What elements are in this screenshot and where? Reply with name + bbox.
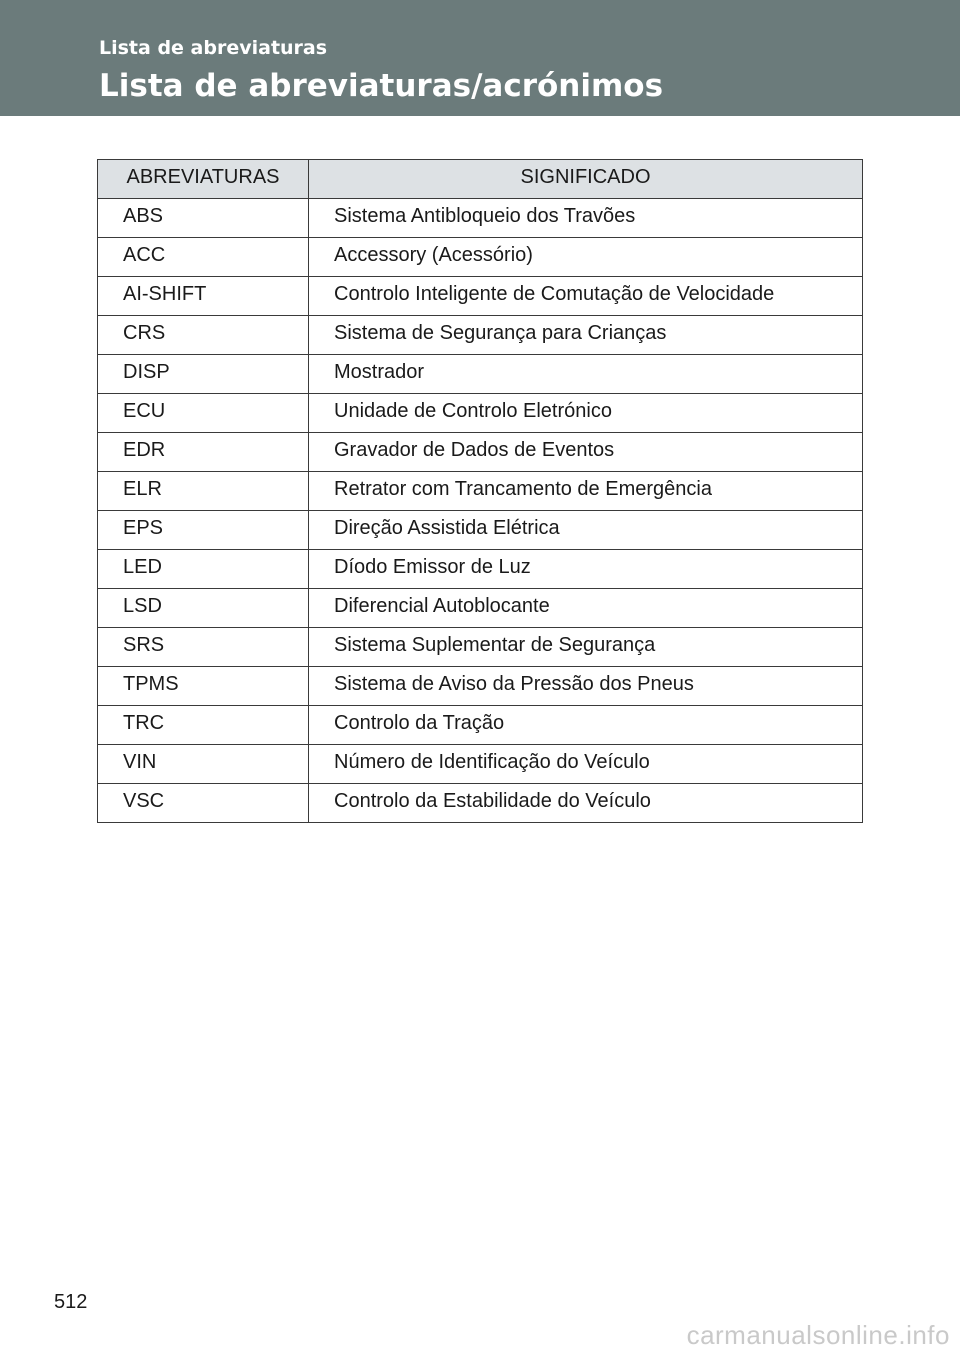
table-header-row (98, 160, 863, 199)
page-title: Lista de abreviaturas/acrónimos (99, 68, 664, 104)
abbreviation-cell: ECU (98, 394, 309, 433)
meaning-cell: Direção Assistida Elétrica (309, 511, 863, 550)
abbreviation-cell: VSC (98, 784, 309, 823)
meaning-cell: Controlo da Estabilidade do Veículo (309, 784, 863, 823)
abbreviation-cell: AI-SHIFT (98, 277, 309, 316)
abbreviation-cell: ELR (98, 472, 309, 511)
table-row (98, 277, 863, 316)
abbreviation-cell: ABS (98, 199, 309, 238)
abbreviation-cell: ACC (98, 238, 309, 277)
meaning-cell: Sistema Suplementar de Segurança (309, 628, 863, 667)
table-row (98, 199, 863, 238)
table-row (98, 628, 863, 667)
table-row (98, 589, 863, 628)
table-row (98, 238, 863, 277)
meaning-cell: Controlo da Tração (309, 706, 863, 745)
abbreviation-cell: SRS (98, 628, 309, 667)
table-row (98, 784, 863, 823)
abbreviation-cell: CRS (98, 316, 309, 355)
abbreviation-cell: EDR (98, 433, 309, 472)
meaning-cell: Díodo Emissor de Luz (309, 550, 863, 589)
meaning-cell: Retrator com Trancamento de Emergência (309, 472, 863, 511)
column-header-abbreviations: ABREVIATURAS (98, 160, 309, 199)
abbreviation-cell: TPMS (98, 667, 309, 706)
table-row (98, 316, 863, 355)
meaning-cell: Mostrador (309, 355, 863, 394)
table-row (98, 667, 863, 706)
abbreviation-cell: EPS (98, 511, 309, 550)
table-row (98, 550, 863, 589)
abbreviation-cell: LSD (98, 589, 309, 628)
meaning-cell: Controlo Inteligente de Comutação de Velocidade (309, 277, 863, 316)
table-row (98, 433, 863, 472)
chapter-subtitle: Lista de abreviaturas (99, 37, 328, 59)
abbreviation-cell: TRC (98, 706, 309, 745)
meaning-cell: Sistema de Aviso da Pressão dos Pneus (309, 667, 863, 706)
meaning-cell: Sistema de Segurança para Crianças (309, 316, 863, 355)
table-row (98, 472, 863, 511)
meaning-cell: Unidade de Controlo Eletrónico (309, 394, 863, 433)
table-row (98, 355, 863, 394)
page-number: 512 (54, 1291, 88, 1313)
table-row (98, 394, 863, 433)
meaning-cell: Diferencial Autoblocante (309, 589, 863, 628)
abbreviation-cell: VIN (98, 745, 309, 784)
table-row (98, 706, 863, 745)
meaning-cell: Número de Identificação do Veículo (309, 745, 863, 784)
meaning-cell: Sistema Antibloqueio dos Travões (309, 199, 863, 238)
meaning-cell: Accessory (Acessório) (309, 238, 863, 277)
meaning-cell: Gravador de Dados de Eventos (309, 433, 863, 472)
table-row (98, 745, 863, 784)
abbreviation-cell: DISP (98, 355, 309, 394)
chapter-header-band (0, 0, 960, 116)
abbreviation-cell: LED (98, 550, 309, 589)
abbreviations-table (97, 159, 863, 823)
watermark: carmanualsonline.info (686, 1320, 950, 1350)
column-header-meaning: SIGNIFICADO (309, 160, 863, 199)
table-row (98, 511, 863, 550)
